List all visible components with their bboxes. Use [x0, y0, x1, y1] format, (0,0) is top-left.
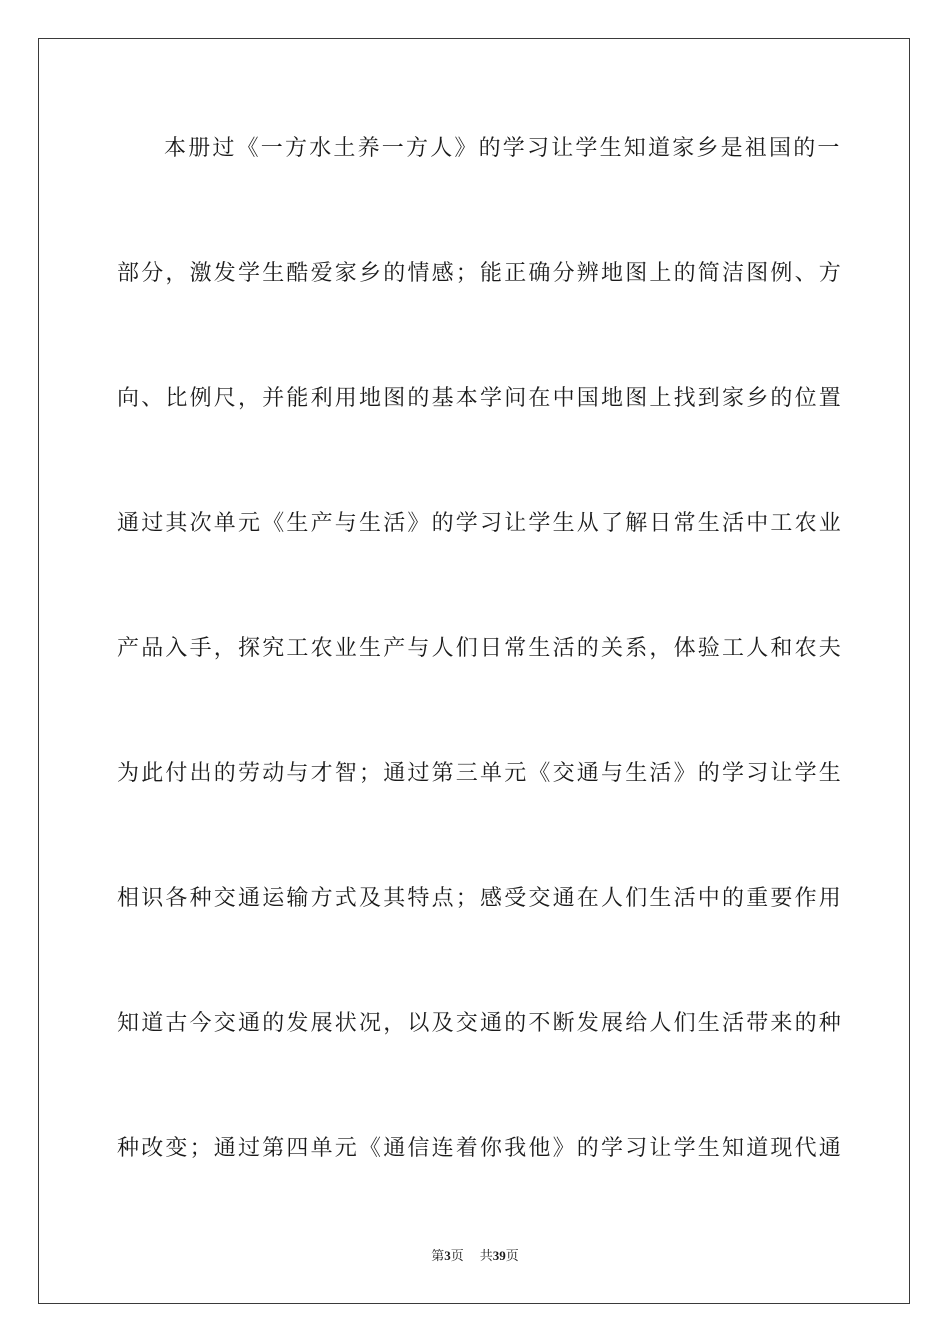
page-footer — [0, 1247, 950, 1266]
text-line-2: 部分，激发学生酷爱家乡的情感；能正确分辨地图上的简洁图例、方 — [117, 261, 844, 286]
text-line-3: 向、比例尺，并能利用地图的基本学问在中国地图上找到家乡的位置 — [117, 386, 844, 411]
text-line-9: 种改变；通过第四单元《通信连着你我他》的学习让学生知道现代通 — [117, 1136, 844, 1161]
text-line-4: 通过其次单元《生产与生活》的学习让学生从了解日常生活中工农业 — [117, 511, 844, 536]
text-line-1: 本册过《一方水土养一方人》的学习让学生知道家乡是祖国的一 — [164, 136, 842, 161]
text-line-8: 知道古今交通的发展状况，以及交通的不断发展给人们生活带来的种 — [117, 1011, 844, 1036]
page-border — [38, 38, 910, 1304]
text-line-6: 为此付出的劳动与才智；通过第三单元《交通与生活》的学习让学生 — [117, 761, 844, 786]
page-suffix: 页 — [450, 1249, 464, 1264]
text-line-5: 产品入手，探究工农业生产与人们日常生活的关系，体验工人和农夫 — [117, 636, 844, 661]
text-line-7: 相识各种交通运输方式及其特点；感受交通在人们生活中的重要作用 — [117, 886, 844, 911]
total-suffix: 页 — [505, 1249, 519, 1264]
page-current: 3 — [444, 1248, 451, 1263]
page-total: 39 — [492, 1248, 506, 1263]
total-prefix: 共 — [479, 1249, 493, 1264]
page-prefix: 第 — [431, 1249, 445, 1264]
